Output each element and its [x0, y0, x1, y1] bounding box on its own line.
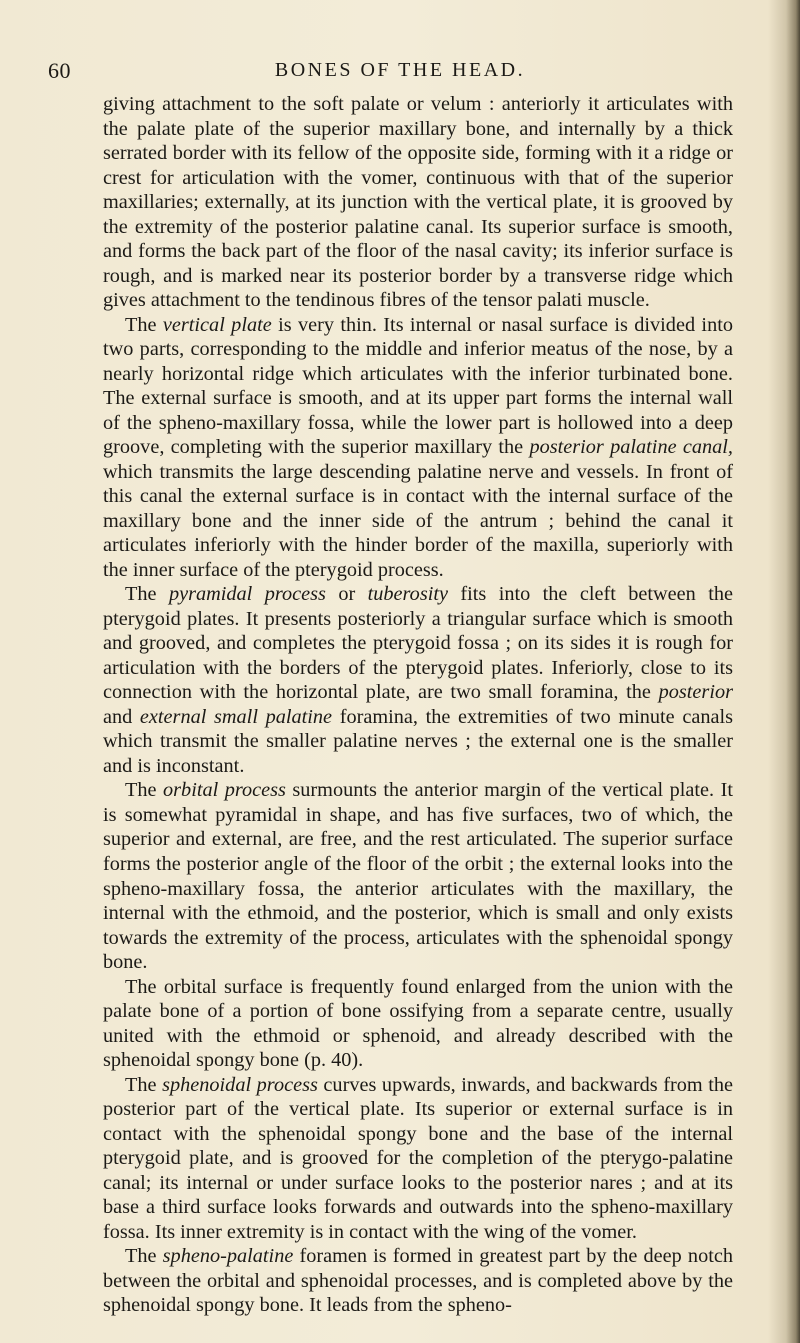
term-tuberosity: tuberosity [367, 583, 448, 606]
term-posterior-palatine-canal: posterior palatine canal, [529, 436, 733, 459]
page-header [0, 56, 800, 86]
body-text [103, 92, 733, 1318]
paragraph-horizontal-plate-continued: giving attachment to the soft palate or velum : anteriorly it articulates with the palate plate of the superior maxillary bone, and internally by a thick serrated border with its fellow of the opposite side, forming with it a ridge or crest for articulation with the vomer, continuous with that of the superior maxillaries; externally, at its junction with the vertical plate, it is grooved by the extremity of the posterior palatine canal. Its superior surface is smooth, and forms the back part of the floor of the nasal cavity; its inferior surface is rough, and is marked near its posterior border by a transverse ridge which gives attachment to the tendinous fibres of the tensor palati muscle. [103, 93, 733, 312]
paragraph-orbital-surface: The orbital surface is frequently found enlarged from the union with the palate bone of a portion of bone ossifying from a separate centre, usually united with the ethmoid or sphenoid, and already described with the sphenoidal spongy bone (p. 40). [103, 975, 733, 1072]
paragraph-spheno-palatine-foramen: The spheno-palatine foramen is formed in greatest part by the deep notch between the orbital and sphenoidal processes, and is completed above by the sphenoidal spongy bone. It leads from the spheno- [103, 1245, 733, 1317]
page-edge-shadow [786, 0, 800, 1343]
term-orbital-process: orbital process [163, 779, 286, 802]
term-pyramidal-process: pyramidal process [168, 583, 326, 606]
term-vertical-plate: vertical plate [162, 313, 272, 336]
running-title: BONES OF THE HEAD. [274, 59, 526, 81]
term-sphenoidal-process: sphenoidal process [162, 1073, 318, 1096]
term-external-small-palatine: external small palatine [139, 705, 333, 728]
term-spheno-palatine: spheno-palatine [162, 1245, 294, 1268]
paragraph-pyramidal-process: The pyramidal process or tuberosity fits into the cleft between the pterygoid plates. It presents posteriorly a triangular surface which is smooth and grooved, and completes the pterygoid fossa ; on its sides it is rough for articulation with the borders of the pterygoid plates. Inferiorly, close to its connection with the horizontal plate, are two small foramina, the posterior and external small palatine foramina, the extremities of two minute canals which transmit the smaller palatine nerves ; the external one is the smaller and is inconstant. [103, 583, 733, 777]
paragraph-sphenoidal-process: The sphenoidal process curves upwards, inwards, and backwards from the posterior part of the vertical plate. Its superior or external surface is in contact with the sphenoidal spongy bone and the base of the internal pterygoid plate, and is grooved for the completion of the pterygo-palatine canal; its internal or under surface looks to the posterior nares ; and at its base a third surface looks forwards and outwards into the spheno-maxillary fossa. Its inner extremity is in contact with the wing of the vomer. [103, 1073, 733, 1243]
term-posterior: posterior [658, 681, 733, 704]
paragraph-vertical-plate: The vertical plate is very thin. Its internal or nasal surface is divided into two parts, corresponding to the middle and inferior meatus of the nose, by a nearly horizontal ridge which articulates with the inferior turbinated bone. The external surface is smooth, and at its upper part forms the internal wall of the spheno-maxillary fossa, while the lower part is hollowed into a deep groove, completing with the superior maxillary the posterior palatine canal, which transmits the large descending palatine nerve and vessels. In front of this canal the external surface is in contact with the internal surface of the maxillary bone and the inner side of the antrum ; behind the canal it articulates inferiorly with the hinder border of the maxilla, superiorly with the inner surface of the pterygoid process. [103, 313, 733, 581]
page-number: 60 [48, 58, 71, 83]
paragraph-orbital-process: The orbital process surmounts the anterior margin of the vertical plate. It is somewhat pyramidal in shape, and has five surfaces, two of which, the superior and external, are free, and the rest articulated. The superior surface forms the posterior angle of the floor of the orbit ; the external looks into the spheno-maxillary fossa, the anterior articulates with the maxillary, the internal with the ethmoid, and the posterior, which is small and only exists towards the extremity of the process, articulates with the sphenoidal spongy bone. [103, 779, 733, 974]
